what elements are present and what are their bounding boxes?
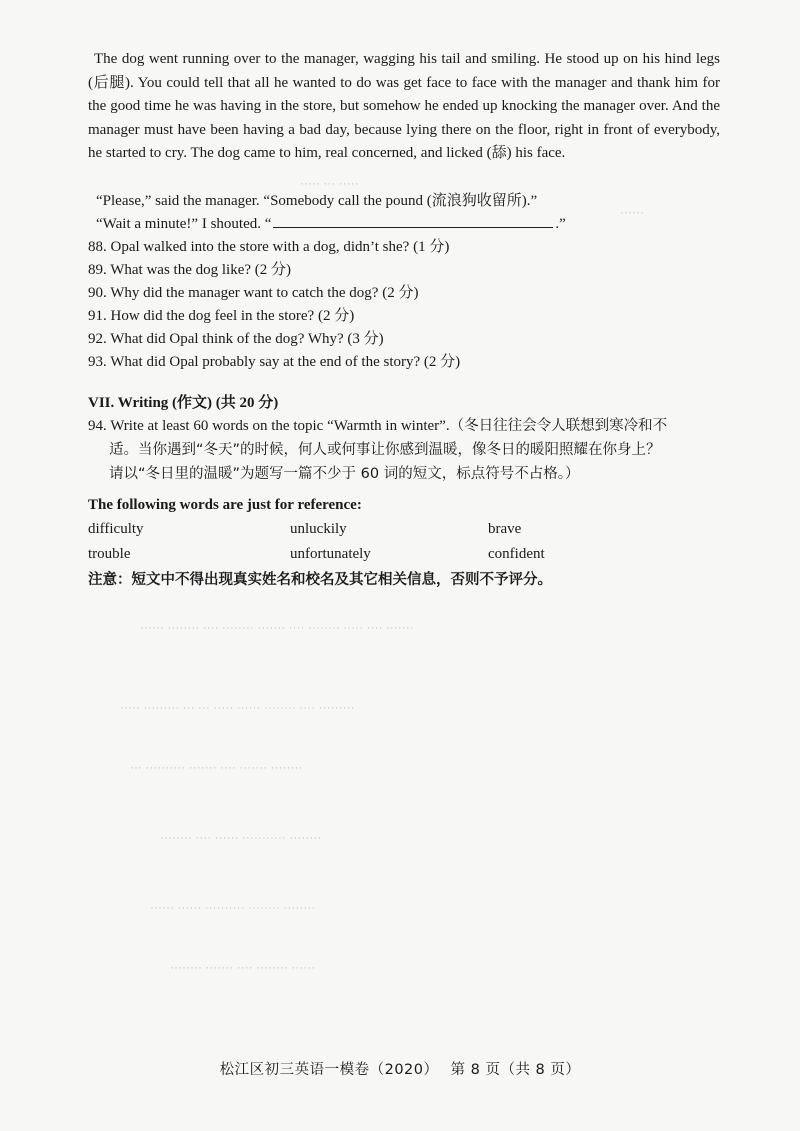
question-92: 92. What did Opal think of the dog? Why? (3 分) bbox=[88, 331, 384, 347]
passage-quote-2 bbox=[96, 213, 566, 235]
bleed-through-mark: ········ ······· ···· ········ ······ bbox=[170, 960, 316, 974]
bleed-through-mark: ········ ···· ······ ··········· ········ bbox=[160, 830, 322, 844]
bleed-through-mark: ····· ········· ··· ··· ····· ······ ········ ···· ········· bbox=[120, 700, 355, 714]
question-93: 93. What did Opal probably say at the end of the story? (2 分) bbox=[88, 354, 461, 370]
bleed-through-mark: ······ bbox=[620, 205, 644, 219]
writing-section-heading: VII. Writing (作文) (共 20 分) bbox=[88, 395, 279, 411]
reference-word: unfortunately bbox=[290, 546, 371, 562]
writing-prompt-zh-1: （冬日往往会令人联想到寒冷和不 bbox=[449, 418, 668, 434]
writing-prompt-zh-3: 请以“冬日里的温暖”为题写一篇不少于 60 词的短文，标点符号不占格。） bbox=[109, 466, 580, 482]
footer-exam-title: 松江区初三英语一模卷（2020） bbox=[219, 1062, 439, 1078]
writing-prompt-zh-2: 适。当你遇到“冬天”的时候，何人或何事让你感到温暖，像冬日的暖阳照耀在你身上？ bbox=[109, 442, 661, 458]
quote-2-start: “Wait a minute!” I shouted. “ bbox=[96, 216, 272, 232]
answer-blank[interactable] bbox=[273, 213, 553, 228]
reference-word: unluckily bbox=[290, 521, 347, 537]
passage-paragraph: The dog went running over to the manager, wagging his tail and smiling. He stood up on his hind legs (后腿). You could tell that all he wanted to do was get face to face with the manager and thank him for the good time he was having in the store, but somehow he ended up knocking the manager over. And the manager must have been having a bad day, because lying there on the floor, right in front of everybody, he started to cry. The dog came to him, real concerned, and licked (舔) his face. bbox=[88, 51, 720, 161]
question-90: 90. Why did the manager want to catch the dog? (2 分) bbox=[88, 285, 419, 301]
question-88: 88. Opal walked into the store with a dog, didn’t she? (1 分) bbox=[88, 239, 450, 255]
page-footer bbox=[0, 1058, 800, 1079]
reference-word: trouble bbox=[88, 546, 131, 562]
footer-page-number: 第 8 页（共 8 页） bbox=[450, 1062, 581, 1078]
reference-word: difficulty bbox=[88, 521, 144, 537]
reference-word: brave bbox=[488, 521, 522, 537]
writing-prompt-en: 94. Write at least 60 words on the topic “Warmth in winter”. bbox=[88, 418, 450, 434]
passage-quote-1: “Please,” said the manager. “Somebody call the pound (流浪狗收留所).” bbox=[96, 193, 538, 209]
reference-words-heading: The following words are just for reference: bbox=[88, 497, 362, 513]
question-89: 89. What was the dog like? (2 分) bbox=[88, 262, 292, 278]
bleed-through-mark: ······ ········ ···· ········ ······· ···· ········ ····· ···· ······· bbox=[140, 620, 414, 634]
question-91: 91. How did the dog feel in the store? (2 分) bbox=[88, 308, 355, 324]
writing-prompt-line-1 bbox=[88, 415, 667, 437]
bleed-through-mark: ····· ··· ····· bbox=[300, 176, 359, 190]
reference-word: confident bbox=[488, 546, 545, 562]
bleed-through-mark: ······ ······ ·········· ········ ········ bbox=[150, 900, 316, 914]
bleed-through-mark: ··· ·········· ······· ···· ······· ········ bbox=[130, 760, 303, 774]
writing-note: 注意：短文中不得出现真实姓名和校名及其它相关信息，否则不予评分。 bbox=[88, 572, 552, 588]
quote-2-end: .” bbox=[555, 216, 566, 232]
